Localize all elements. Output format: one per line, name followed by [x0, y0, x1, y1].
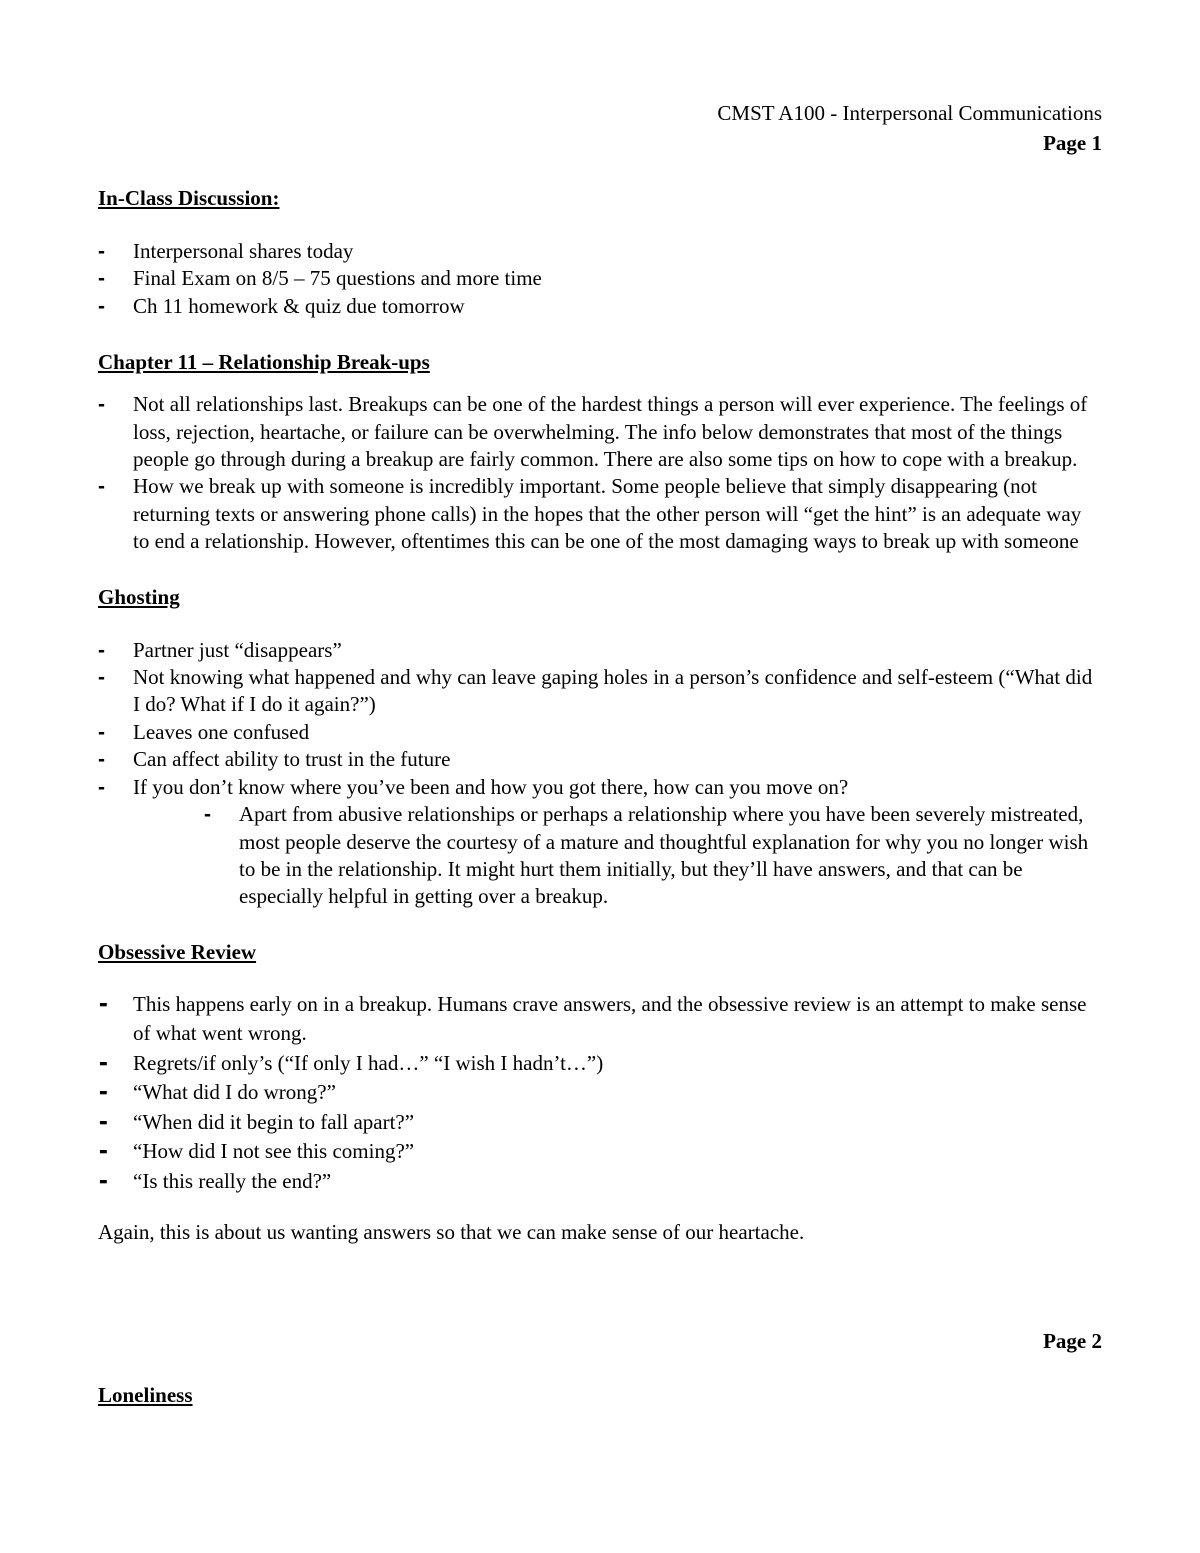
course-title: CMST A100 - Interpersonal Communications	[717, 101, 1102, 125]
sub-list-item: - Apart from abusive relationships or perhaps a relationship where you have been severely mistreated, most people deserve the courtesy of a mature and thoughtful explanation for why you no longer wish to be in the relationship. It might hurt them initially, but they’ll have answers, and that can be especially helpful in getting over a breakup.	[204, 801, 1102, 911]
list-item: - Ch 11 homework & quiz due tomorrow	[98, 293, 1102, 320]
ghosting-sublist	[98, 801, 1102, 911]
list-item: - Leaves one confused	[98, 719, 1102, 746]
ghosting-heading: Ghosting	[98, 584, 180, 609]
list-item: - Not knowing what happened and why can leave gaping holes in a person’s confidence and self-esteem (“What did I do? What if I do it again?”)	[98, 664, 1102, 719]
list-item: - Interpersonal shares today	[98, 238, 1102, 265]
in-class-heading: In-Class Discussion:	[98, 186, 280, 210]
obsessive-review-heading: Obsessive Review	[98, 939, 257, 964]
list-item: ▬ “Is this really the end?”	[98, 1167, 1102, 1197]
list-item: ▬ Regrets/if only’s (“If only I had…” “I wish I hadn’t…”)	[98, 1049, 1102, 1079]
list-item: - Not all relationships last. Breakups can be one of the hardest things a person will ever experience. The feelings of loss, rejection, heartache, or failure can be overwhelming. The info below demonstrates that most of the things people go through during a breakup are fairly common. There are also some tips on how to cope with a breakup.	[98, 391, 1102, 473]
list-item: - Can affect ability to trust in the future	[98, 746, 1102, 773]
ghosting-list	[98, 637, 1102, 801]
chapter-heading: Chapter 11 – Relationship Break-ups	[98, 350, 430, 375]
list-item: - Final Exam on 8/5 – 75 questions and more time	[98, 265, 1102, 292]
list-item: - If you don’t know where you’ve been and how you got there, how can you move on?	[98, 774, 1102, 801]
list-item: ▬ “What did I do wrong?”	[98, 1078, 1102, 1108]
list-item: ▬ This happens early on in a breakup. Humans crave answers, and the obsessive review is an attempt to make sense of what went wrong.	[98, 990, 1102, 1049]
page-number-2: Page 2	[1043, 1329, 1102, 1354]
list-item: ▬ “How did I not see this coming?”	[98, 1137, 1102, 1167]
page-header	[98, 98, 1102, 158]
document-page	[98, 98, 1102, 1409]
list-item: - How we break up with someone is incredibly important. Some people believe that simply disappearing (not returning texts or answering phone calls) in the hopes that the other person will “get the hint” is an adequate way to end a relationship. However, oftentimes this can be one of the most damaging ways to break up with someone	[98, 473, 1102, 555]
list-item: ▬ “When did it begin to fall apart?”	[98, 1108, 1102, 1138]
obsessive-review-closing: Again, this is about us wanting answers so that we can make sense of our heartache.	[98, 1220, 805, 1245]
list-item: - Partner just “disappears”	[98, 637, 1102, 664]
chapter-list	[98, 391, 1102, 555]
page-number-1: Page 1	[1043, 131, 1102, 155]
obsessive-review-list	[98, 990, 1102, 1197]
loneliness-heading: Loneliness	[98, 1383, 193, 1408]
in-class-list	[98, 238, 1102, 320]
